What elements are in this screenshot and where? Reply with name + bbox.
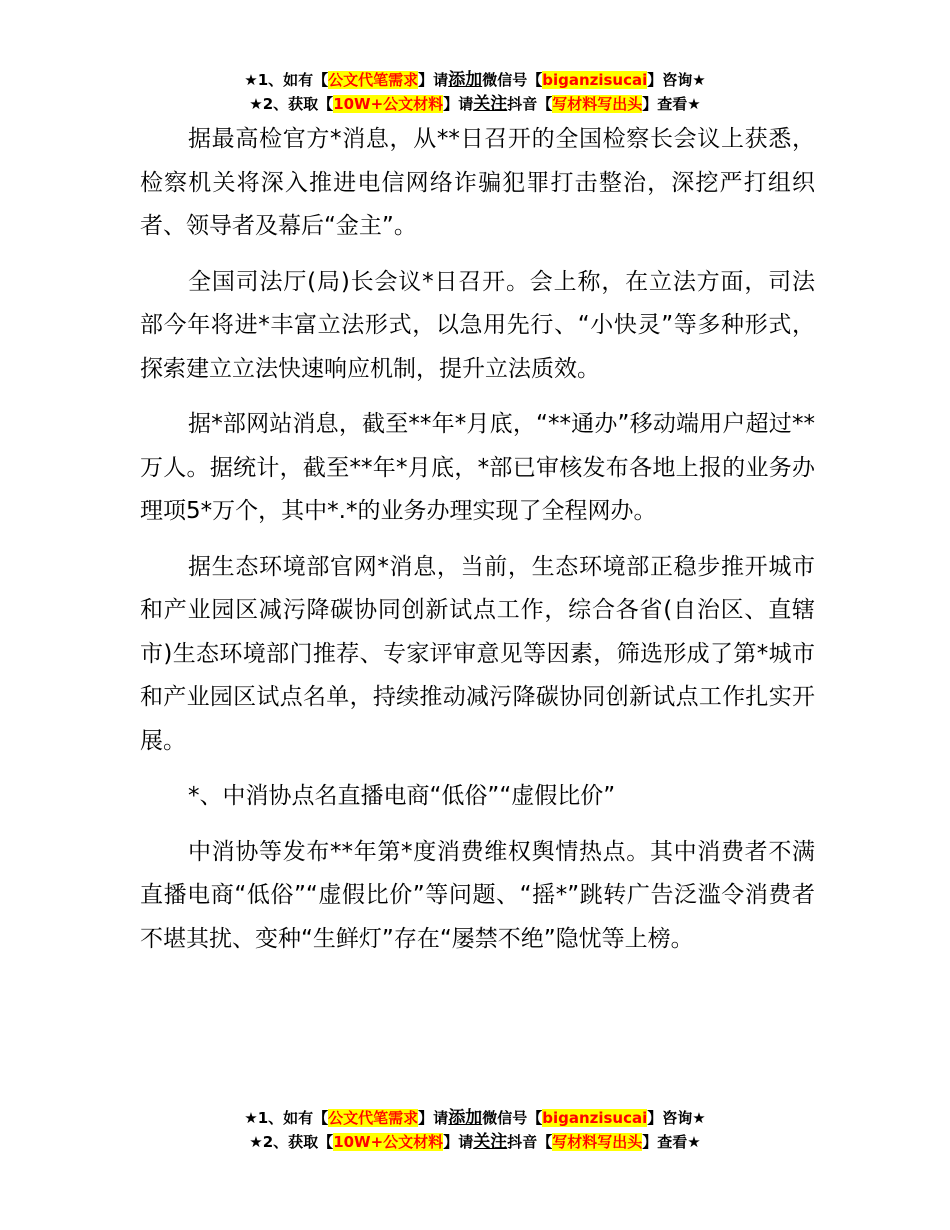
promo-text: 微信号【 [482, 71, 543, 89]
promo-suffix: 】查看★ [642, 1133, 701, 1151]
promo-prefix: ★1、如有【 [244, 1109, 329, 1127]
header-promo-line-2 [0, 92, 950, 116]
header-promo [0, 68, 950, 116]
paragraph: 中消协等发布**年第*度消费维权舆情热点。其中消费者不满直播电商“低俗”“虚假比价”等问题、“摇*”跳转广告泛滥令消费者不堪其扰、变种“生鲜灯”存在“屡禁不绝”隐忧等上榜。 [140, 838, 815, 952]
promo-text: 】请 [443, 1133, 474, 1151]
promo-suffix: 】咨询★ [647, 71, 706, 89]
promo-highlight: 公文代笔需求 [328, 1109, 419, 1127]
promo-text: 抖音【 [507, 1133, 553, 1151]
footer-promo-line-1 [0, 1106, 950, 1130]
promo-text: 】请 [418, 71, 449, 89]
header-promo-line-1 [0, 68, 950, 92]
promo-prefix: ★1、如有【 [244, 71, 329, 89]
promo-suffix: 】咨询★ [647, 1109, 706, 1127]
promo-prefix: ★2、获取【 [249, 95, 334, 113]
promo-highlight: 公文代笔需求 [328, 71, 419, 89]
promo-highlight: biganzisucai [542, 71, 648, 89]
promo-suffix: 】查看★ [642, 95, 701, 113]
promo-text: 抖音【 [507, 95, 553, 113]
paragraph: 据生态环境部官网*消息，当前，生态环境部正稳步推开城市和产业园区减污降碳协同创新试点工作，综合各省(自治区、直辖市)生态环境部门推荐、专家评审意见等因素，筛选形成了第*城市和产业园区试点名单，持续推动减污降碳协同创新试点工作扎实开展。 [140, 553, 815, 754]
paragraph: 据*部网站消息，截至**年*月底，“**通办”移动端用户超过**万人。据统计，截至**年*月底，*部已审核发布各地上报的业务办理项5*万个，其中*.*的业务办理实现了全程网办。 [140, 411, 815, 524]
promo-text: 】请 [418, 1109, 449, 1127]
paragraph: 全国司法厅(局)长会议*日召开。会上称，在立法方面，司法部今年将进*丰富立法形式，以急用先行、“小快灵”等多种形式，探索建立立法快速响应机制，提升立法质效。 [140, 268, 815, 382]
promo-emphasis: 关注 [473, 94, 508, 114]
document-body [140, 118, 815, 973]
promo-emphasis: 添加 [448, 70, 483, 90]
promo-highlight: biganzisucai [542, 1109, 648, 1127]
promo-text: 微信号【 [482, 1109, 543, 1127]
promo-highlight: 10W+公文材料 [333, 95, 444, 113]
promo-highlight: 10W+公文材料 [333, 1133, 444, 1151]
promo-prefix: ★2、获取【 [249, 1133, 334, 1151]
footer-promo [0, 1106, 950, 1154]
section-heading: *、中消协点名直播电商“低俗”“虚假比价” [188, 783, 616, 809]
promo-emphasis: 添加 [448, 1108, 483, 1128]
promo-highlight: 写材料写出头 [552, 95, 643, 113]
paragraph: 据最高检官方*消息，从**日召开的全国检察长会议上获悉，检察机关将深入推进电信网络诈骗犯罪打击整治，深挖严打组织者、领导者及幕后“金主”。 [140, 126, 815, 239]
promo-text: 】请 [443, 95, 474, 113]
footer-promo-line-2 [0, 1130, 950, 1154]
promo-highlight: 写材料写出头 [552, 1133, 643, 1151]
promo-emphasis: 关注 [473, 1132, 508, 1152]
